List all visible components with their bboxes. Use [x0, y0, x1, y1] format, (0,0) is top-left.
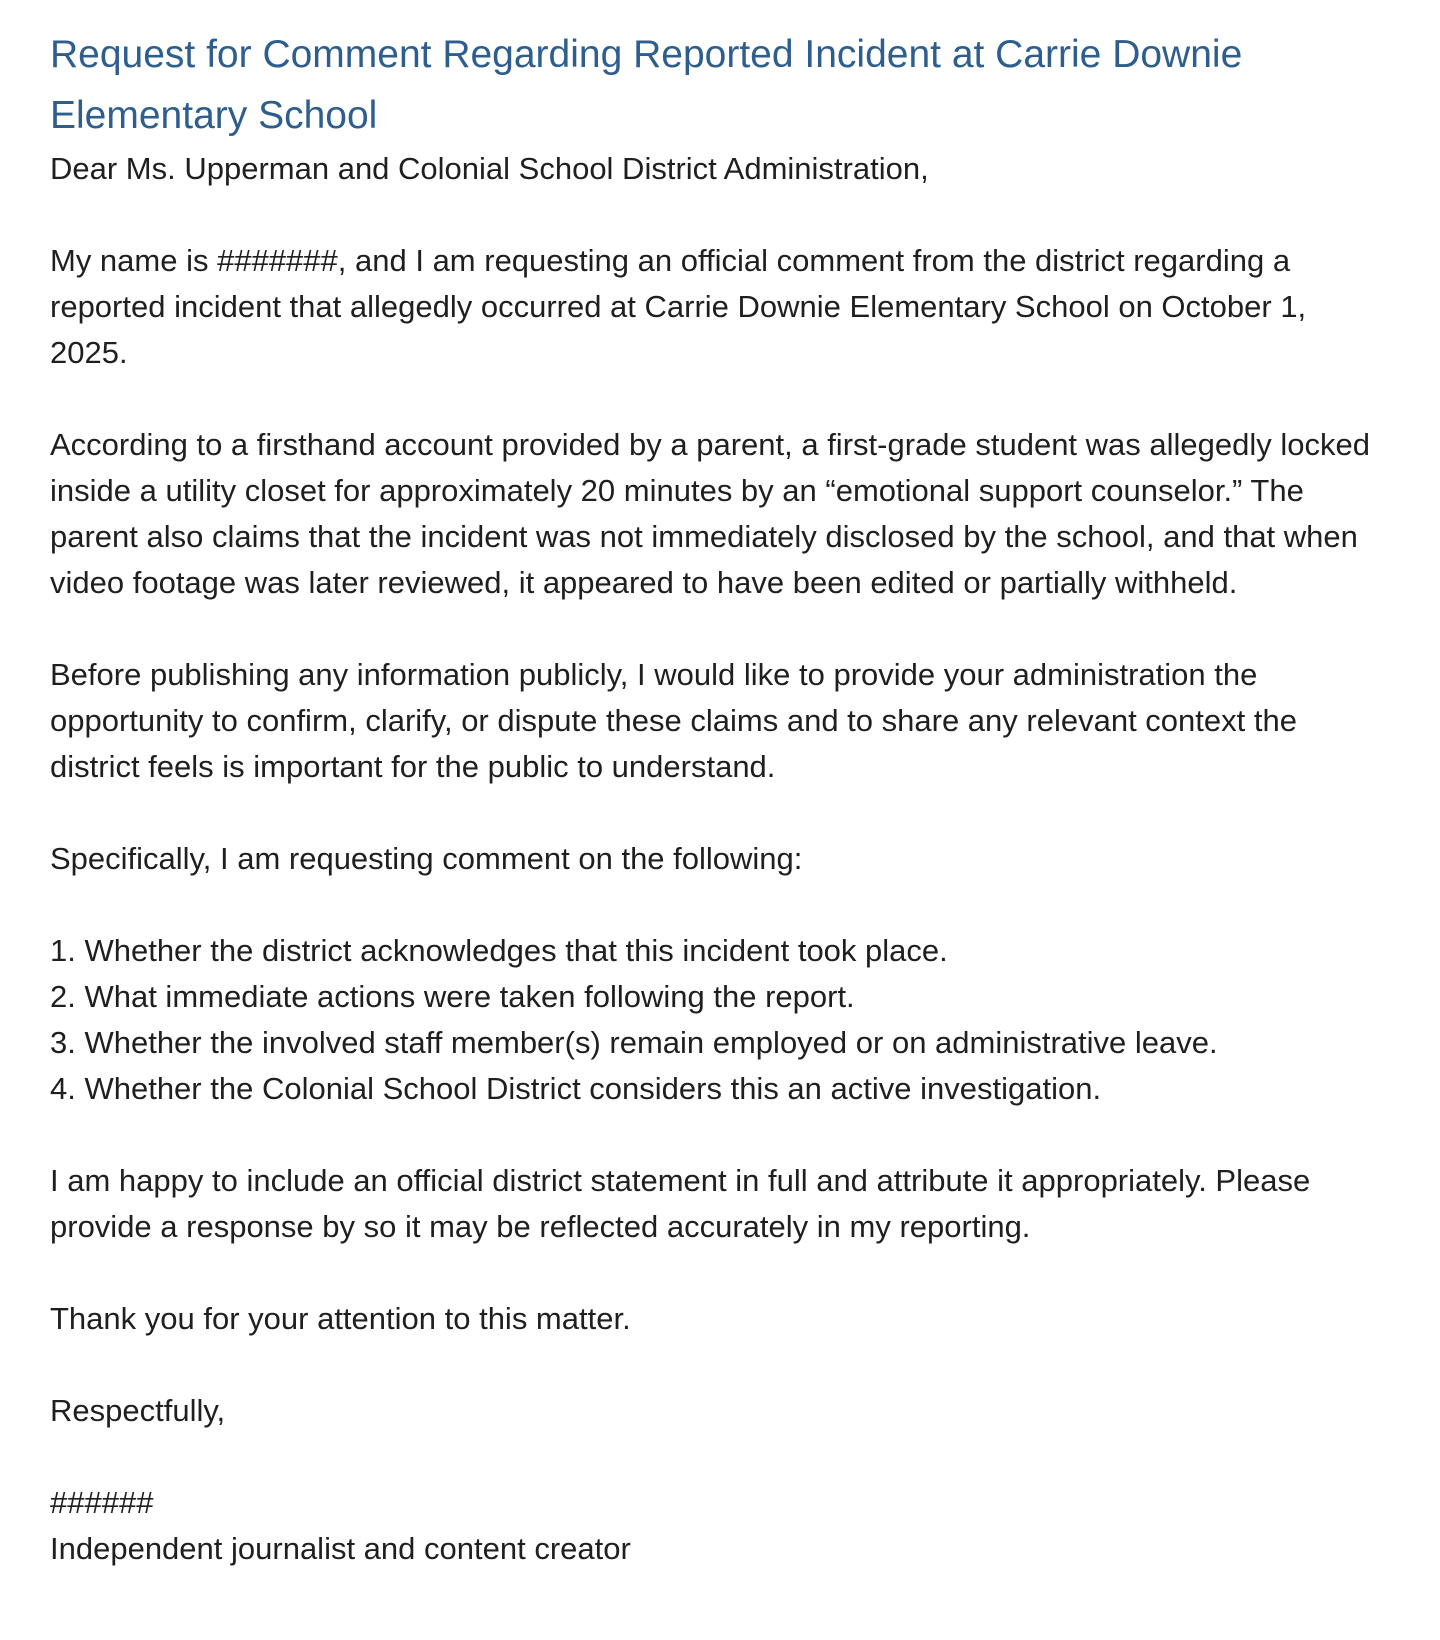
- email-sign-off: Respectfully,: [50, 1393, 226, 1428]
- list-item: 1. Whether the district acknowledges that this incident took place.: [50, 933, 948, 968]
- list-item: 4. Whether the Colonial School District considers this an active investigation.: [50, 1071, 1102, 1106]
- email-paragraph-account: According to a firsthand account provided by a parent, a first-grade student was allegedly locked inside a utility closet for approximately 20 minutes by an “emotional support counselor.” The parent also claims that the incident was not immediately disclosed by the school, and that when video footage was later reviewed, it appeared to have been edited or partially withheld.: [50, 427, 1370, 600]
- email-body: [50, 146, 1380, 1572]
- email-greeting: Dear Ms. Upperman and Colonial School District Administration,: [50, 151, 929, 186]
- email-paragraph-opportunity: Before publishing any information publicly, I would like to provide your administration the opportunity to confirm, clarify, or dispute these claims and to share any relevant context the district feels is important for the public to understand.: [50, 657, 1297, 784]
- email-paragraph-intro: My name is #######, and I am requesting an official comment from the district regarding a reported incident that allegedly occurred at Carrie Downie Elementary School on October 1, 2025.: [50, 243, 1307, 370]
- list-item: 2. What immediate actions were taken following the report.: [50, 979, 855, 1014]
- request-list: [50, 928, 1380, 1112]
- email-subject: Request for Comment Regarding Reported Incident at Carrie Downie Elementary School: [50, 33, 1243, 137]
- email-paragraph-request-lead: Specifically, I am requesting comment on the following:: [50, 841, 803, 876]
- signature-title: Independent journalist and content creator: [50, 1531, 631, 1566]
- email-paragraph-thanks: Thank you for your attention to this matter.: [50, 1301, 631, 1336]
- email-paragraph-statement: I am happy to include an official district statement in full and attribute it appropriately. Please provide a response by so it may be reflected accurately in my reporting.: [50, 1163, 1311, 1244]
- list-item: 3. Whether the involved staff member(s) remain employed or on administrative leave.: [50, 1025, 1218, 1060]
- signature-name: ######: [50, 1485, 154, 1520]
